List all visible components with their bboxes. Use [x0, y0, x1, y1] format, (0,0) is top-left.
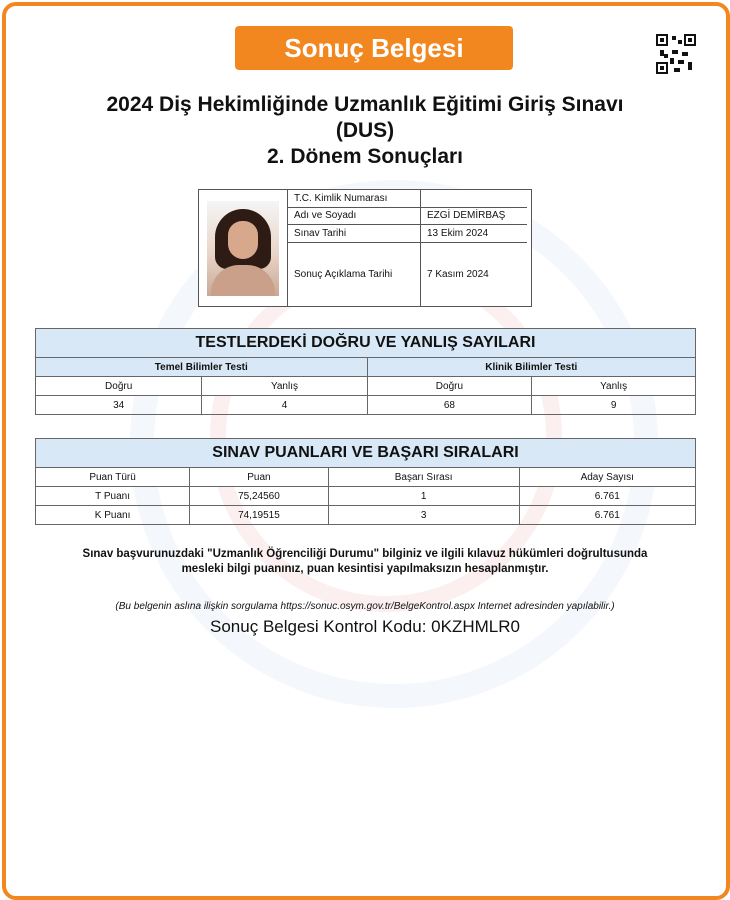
basic-wrong-value: 4: [202, 396, 367, 415]
result-date-label: Sonuç Açıklama Tarihi: [288, 242, 421, 306]
basic-correct-header: Doğru: [36, 377, 202, 396]
candidate-photo: [199, 190, 288, 306]
table-row: [36, 487, 696, 506]
tc-label: T.C. Kimlik Numarası: [288, 190, 421, 207]
tc-value: [421, 190, 528, 207]
name-row: [288, 207, 527, 225]
verification-query-text: (Bu belgenin aslına ilişkin sorgulama https://sonuc.osym.gov.tr/BelgeKontrol.aspx Internet adresinden yapılabilir.): [115, 601, 615, 612]
result-date-value: 7 Kasım 2024: [427, 268, 489, 280]
candidates-cell: 6.761: [519, 487, 695, 506]
rank-cell: 1: [328, 487, 519, 506]
candidate-info-box: [198, 189, 532, 307]
clinical-sciences-label: Klinik Bilimler Testi: [367, 358, 695, 377]
term-title: 2. Dönem Sonuçları: [266, 145, 464, 168]
score-type-cell: K Puanı: [36, 506, 190, 525]
score-cell: 74,19515: [190, 506, 329, 525]
note-line-2: mesleki bilgi puanınız, puan kesintisi yapılmaksızın hesaplanmıştır.: [181, 563, 549, 575]
exam-abbreviation: (DUS): [335, 119, 395, 142]
col-score: Puan: [190, 468, 329, 487]
scores-table: [35, 438, 696, 525]
evaluation-note: [30, 547, 700, 577]
qr-code-icon: [656, 34, 696, 74]
test-results-table: [35, 328, 696, 415]
candidates-cell: 6.761: [519, 506, 695, 525]
clinical-wrong-header: Yanlış: [532, 377, 696, 396]
note-line-1: Sınav başvurunuzdaki "Uzmanlık Öğrenciliği Durumu" bilginiz ve ilgili kılavuz hükümleri doğrultusunda: [82, 548, 648, 560]
col-candidates: Aday Sayısı: [519, 468, 695, 487]
clinical-wrong-value: 9: [532, 396, 696, 415]
col-score-type: Puan Türü: [36, 468, 190, 487]
tc-row: [288, 190, 527, 207]
scores-heading: SINAV PUANLARI VE BAŞARI SIRALARI: [36, 439, 696, 468]
basic-sciences-label: Temel Bilimler Testi: [36, 358, 368, 377]
name-value: EZGİ DEMİRBAŞ: [421, 207, 528, 225]
result-date-row: [288, 242, 527, 306]
score-type-cell: T Puanı: [36, 487, 190, 506]
rank-cell: 3: [328, 506, 519, 525]
exam-title: 2024 Diş Hekimliğinde Uzmanlık Eğitimi Giriş Sınavı: [106, 93, 624, 116]
basic-wrong-header: Yanlış: [202, 377, 367, 396]
exam-date-row: [288, 225, 527, 243]
col-rank: Başarı Sırası: [328, 468, 519, 487]
test-results-heading: TESTLERDEKİ DOĞRU VE YANLIŞ SAYILARI: [36, 329, 696, 358]
clinical-correct-header: Doğru: [367, 377, 532, 396]
exam-date-value: 13 Ekim 2024: [421, 225, 528, 243]
score-cell: 75,24560: [190, 487, 329, 506]
clinical-correct-value: 68: [367, 396, 532, 415]
document-badge: Sonuç Belgesi: [235, 26, 513, 70]
name-label: Adı ve Soyadı: [288, 207, 421, 225]
table-row: [36, 396, 696, 415]
exam-date-label: Sınav Tarihi: [288, 225, 421, 243]
candidate-info-table: [288, 190, 527, 306]
control-code: Sonuç Belgesi Kontrol Kodu: 0KZHMLR0: [210, 617, 520, 636]
table-row: [36, 506, 696, 525]
basic-correct-value: 34: [36, 396, 202, 415]
